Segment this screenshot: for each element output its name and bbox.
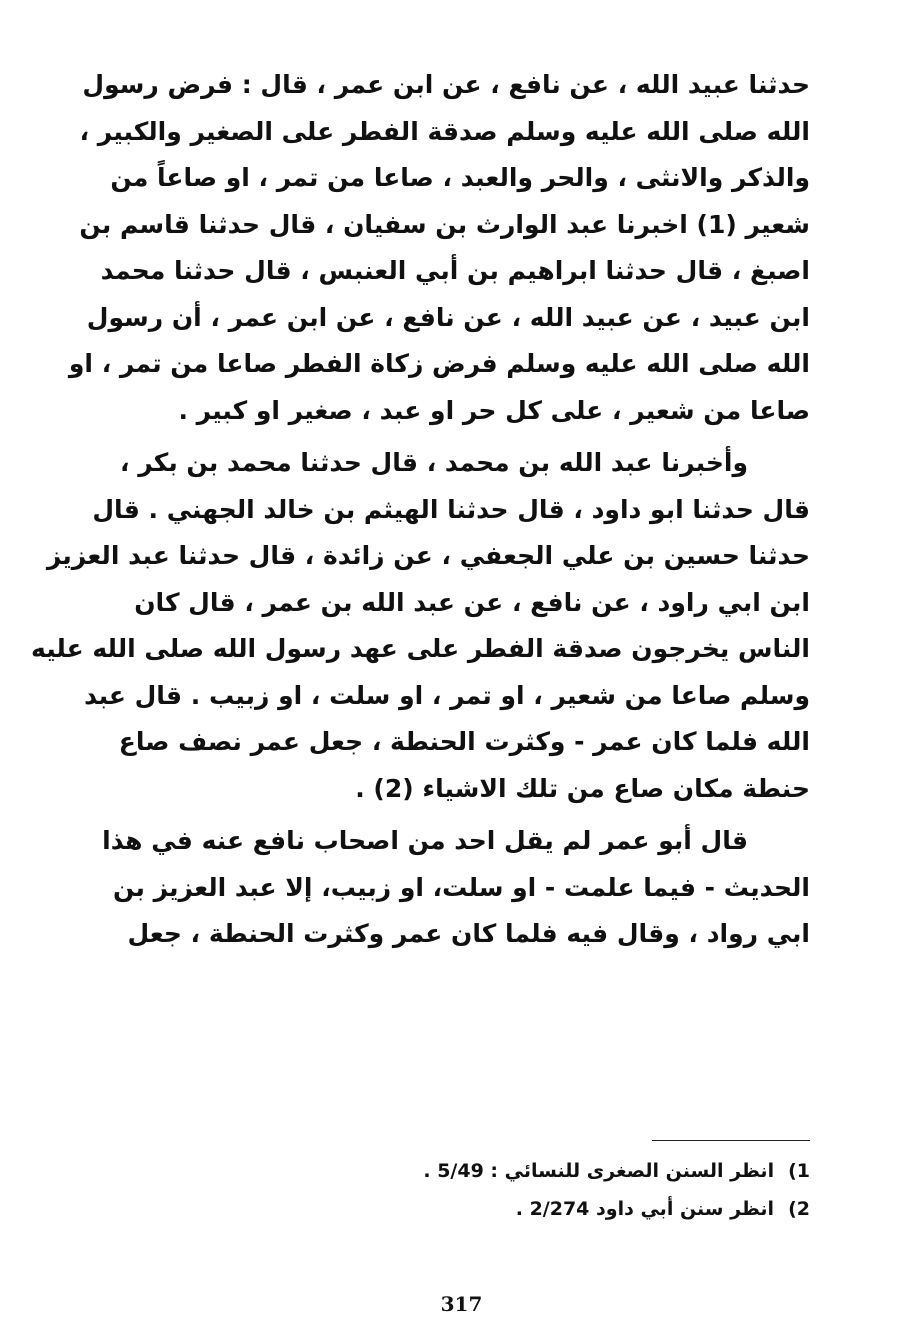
text-line: شعير (1) اخبرنا عبد الوارث بن سفيان ، قال حدثنا قاسم بن [79, 209, 810, 239]
text-line: قال حدثنا ابو داود ، قال حدثنا الهيثم بن خالد الجهني . قال [92, 494, 810, 524]
footnote-number: 2) [788, 1198, 810, 1220]
text-line: الله صلى الله عليه وسلم فرض زكاة الفطر صاعا من تمر ، او [68, 349, 810, 378]
main-text [31, 62, 810, 958]
text-line: الناس يخرجون صدقة الفطر على عهد رسول الله صلى الله عليه [31, 634, 810, 663]
text-line: وأخبرنا عبد الله بن محمد ، قال حدثنا محمد بن بكر ، [120, 448, 748, 477]
text-line: حدثنا حسين بن علي الجعفي ، عن زائدة ، قال حدثنا عبد العزيز [46, 541, 810, 570]
footnote-text: انظر سنن أبي داود 2/274 . [515, 1198, 775, 1220]
text-line: حنطة مكان صاع من تلك الاشياء (2) . [355, 773, 810, 803]
text-line: صاعا من شعير ، على كل حر او عبد ، صغير او كبير . [178, 395, 810, 425]
text-line: الحديث - فيما علمت - او سلت، او زبيب، إلا عبد العزيز بن [113, 872, 810, 902]
text-line: والذكر والانثى ، والحر والعبد ، صاعا من تمر ، او صاعاً من [110, 163, 810, 192]
footnote-text: انظر السنن الصغرى للنسائي : 5/49 . [423, 1160, 775, 1182]
footnote-1 [300, 1152, 810, 1190]
footnote-divider [652, 1140, 810, 1141]
footnote-number: 1) [788, 1160, 810, 1182]
text-line: ابن ابي راود ، عن نافع ، عن عبد الله بن عمر ، قال كان [134, 587, 810, 617]
text-line: وسلم صاعا من شعير ، او تمر ، او سلت ، او زبيب . قال عبد [84, 680, 810, 710]
paragraph-1 [68, 62, 810, 434]
footnote-2 [300, 1190, 810, 1228]
text-line: حدثنا عبيد الله ، عن نافع ، عن ابن عمر ، قال : فرض رسول [82, 70, 810, 99]
text-line: قال أبو عمر لم يقل احد من اصحاب نافع عنه في هذا [102, 826, 748, 855]
text-line: اصبغ ، قال حدثنا ابراهيم بن أبي العنبس ، قال حدثنا محمد [100, 256, 810, 285]
text-line: ابن عبيد ، عن عبيد الله ، عن نافع ، عن ابن عمر ، أن رسول [86, 302, 810, 332]
page-number: 317 [440, 1292, 483, 1316]
paragraph-3 [102, 818, 810, 958]
footnotes [300, 1152, 810, 1228]
text-line: الله فلما كان عمر - وكثرت الحنطة ، جعل عمر نصف صاع [118, 727, 810, 756]
paragraph-2 [31, 440, 810, 812]
text-line: ابي رواد ، وقال فيه فلما كان عمر وكثرت الحنطة ، جعل [127, 919, 810, 948]
text-line: الله صلى الله عليه وسلم صدقة الفطر على الصغير والكبير ، [79, 116, 810, 146]
